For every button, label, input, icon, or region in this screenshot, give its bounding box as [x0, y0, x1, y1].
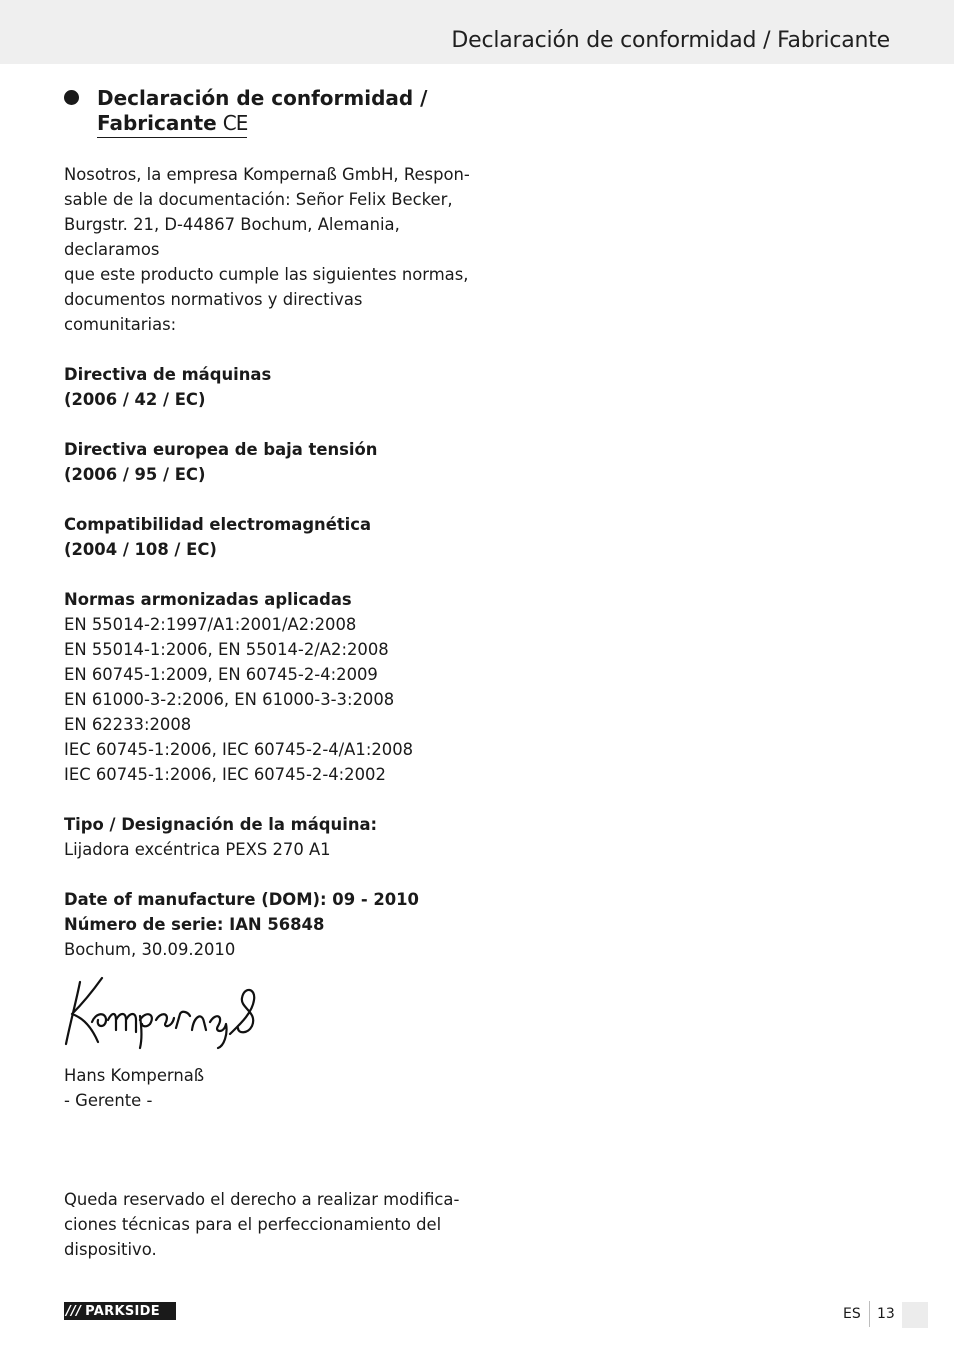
intro-line: Burgstr. 21, D-44867 Bochum, Alemania, declaramos — [64, 215, 400, 259]
page-number: 13 — [877, 1306, 895, 1322]
heading-text — [97, 86, 484, 138]
page-title: Declaración de conformidad / Fabricante — [451, 28, 890, 53]
manufacture-info — [64, 887, 474, 937]
intro-line: que este producto cumple las siguientes normas, — [64, 265, 469, 284]
section-heading — [64, 86, 484, 138]
footer-divider — [869, 1301, 870, 1327]
machine-type-value: Lijadora excéntrica PEXS 270 A1 — [64, 840, 331, 859]
serial-number: Número de serie: IAN 56848 — [64, 915, 325, 934]
standard-item: IEC 60745-1:2006, IEC 60745-2-4/A1:2008 — [64, 740, 414, 759]
footer-language: ES — [843, 1306, 861, 1322]
parkside-logo — [64, 1302, 176, 1320]
reserved-line: ciones técnicas para el perfeccionamiento del — [64, 1215, 442, 1234]
machine-type-heading: Tipo / Designación de la máquina: — [64, 815, 378, 834]
machine-type — [64, 812, 474, 862]
directive-code: (2006 / 95 / EC) — [64, 465, 206, 484]
directive-emc — [64, 512, 474, 562]
bullet-dot-icon — [64, 90, 79, 105]
reserved-line: dispositivo. — [64, 1240, 157, 1259]
intro-line: Nosotros, la empresa Kompernaß GmbH, Respon- — [64, 165, 470, 184]
logo-text: PARKSIDE — [85, 1303, 160, 1319]
directive-low-voltage — [64, 437, 474, 487]
directive-code: (2006 / 42 / EC) — [64, 390, 206, 409]
standard-item: EN 55014-2:1997/A1:2001/A2:2008 — [64, 615, 357, 634]
place-date: Bochum, 30.09.2010 — [64, 940, 236, 959]
signer-block — [64, 1063, 204, 1113]
signer-role: - Gerente - — [64, 1091, 153, 1110]
standard-item: EN 55014-1:2006, EN 55014-2/A2:2008 — [64, 640, 389, 659]
ce-mark-icon: CE — [222, 111, 248, 135]
logo-slashes-icon: /// — [66, 1303, 82, 1319]
signature-icon — [62, 972, 262, 1052]
date-of-manufacture: Date of manufacture (DOM): 09 - 2010 — [64, 890, 419, 909]
directive-title: Compatibilidad electromagnética — [64, 515, 372, 534]
declaration-content — [64, 162, 474, 962]
header-band — [0, 0, 954, 64]
intro-paragraph — [64, 162, 474, 337]
standard-item: EN 61000-3-2:2006, EN 61000-3-3:2008 — [64, 690, 395, 709]
standard-item: EN 62233:2008 — [64, 715, 192, 734]
directive-code: (2004 / 108 / EC) — [64, 540, 217, 559]
signer-name: Hans Kompernaß — [64, 1066, 205, 1085]
directive-machinery — [64, 362, 474, 412]
reserved-rights-note — [64, 1187, 474, 1262]
directive-title: Directiva de máquinas — [64, 365, 272, 384]
footer-tab — [902, 1302, 928, 1328]
standard-item: EN 60745-1:2009, EN 60745-2-4:2009 — [64, 665, 378, 684]
reserved-line: Queda reservado el derecho a realizar modifica- — [64, 1190, 460, 1209]
directive-title: Directiva europea de baja tensión — [64, 440, 378, 459]
harmonized-standards — [64, 587, 474, 787]
heading-fabricante: Fabricante — [97, 111, 217, 135]
heading-line1: Declaración de conformidad / — [97, 86, 428, 110]
intro-line: sable de la documentación: Señor Felix Becker, — [64, 190, 453, 209]
standard-item: IEC 60745-1:2006, IEC 60745-2-4:2002 — [64, 765, 386, 784]
intro-line: documentos normativos y directivas comunitarias: — [64, 290, 363, 334]
heading-line2 — [97, 111, 247, 138]
standards-heading: Normas armonizadas aplicadas — [64, 590, 352, 609]
